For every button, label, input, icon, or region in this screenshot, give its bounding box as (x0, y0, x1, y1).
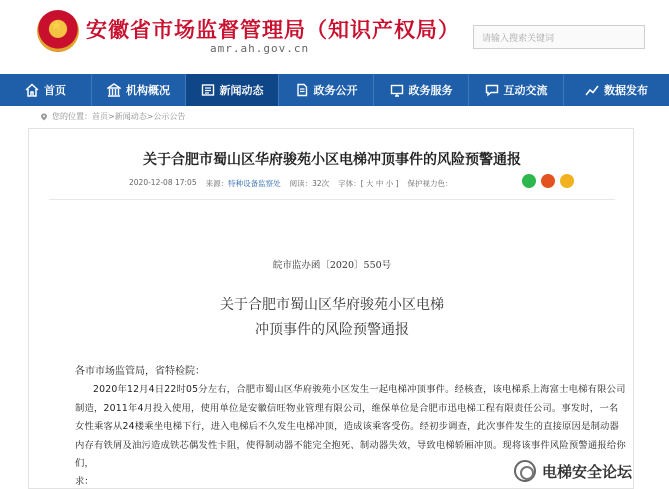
article-source (206, 178, 281, 189)
nav-item-news[interactable] (186, 74, 279, 106)
breadcrumb-announcements[interactable]: 公示公告 (153, 112, 186, 121)
article-date: 2020-12-08 17:05 (129, 178, 197, 187)
building-icon (107, 83, 121, 97)
nav-label: 互动交流 (503, 84, 548, 97)
favorite-star-icon[interactable] (560, 174, 574, 188)
body-paragraph-tail: 求： (75, 476, 94, 487)
font-size-control[interactable]: 字体：[ 大 中 小 ] (338, 179, 399, 188)
star-icon: ★ (50, 18, 63, 34)
national-emblem-logo (37, 10, 79, 52)
nav-item-interaction[interactable] (469, 74, 564, 106)
weibo-share-icon[interactable] (541, 174, 555, 188)
watermark-logo-icon (514, 460, 536, 482)
nav-item-organization[interactable] (92, 74, 186, 106)
breadcrumb-news[interactable]: 新闻动态 (114, 112, 147, 121)
source-link[interactable]: 特种设备监察处 (228, 179, 281, 188)
article-title: 关于合肥市蜀山区华府骏苑小区电梯冲顶事件的风险预警通报 (143, 152, 521, 168)
breadcrumb-separator: > (108, 112, 115, 121)
site-header (0, 0, 669, 74)
chat-icon (485, 83, 499, 97)
main-nav (0, 74, 669, 106)
nav-item-services[interactable] (374, 74, 469, 106)
nav-item-data[interactable] (564, 74, 669, 106)
nav-label: 首页 (44, 84, 66, 97)
site-title[interactable]: 安徽省市场监督管理局（知识产权局） (86, 18, 460, 42)
breadcrumb-home[interactable]: 首页 (92, 112, 108, 121)
nav-item-government-affairs[interactable] (279, 74, 374, 106)
article-meta (129, 178, 462, 189)
body-paragraph: 2020年12月4日22时05分左右，合肥市蜀山区华府骏苑小区发生一起电梯冲顶事件。经核查，该电梯系上海富士电梯有限公司制造，2011年4月投入使用，使用单位是安徽信旺物业管理有限公司，维保单位是合肥市迅电梯工程有限责任公司。事发时，一名女性乘客从24楼乘坐电梯下行，进入电梯后不久发生电梯冲顶，造成该乘客受伤。经初步调查，此次事件发生的直接原因是制动器内存有铁屑及油污造成铁芯偶发性卡阻，使得制动器不能完全抱死、制动器失效，导致电梯轿厢冲顶。现将该事件风险预警通报给你们， (75, 384, 626, 469)
vision-color-control[interactable]: 保护视力色： (407, 179, 453, 188)
salutation: 各市市场监管局，省特检院： (75, 366, 205, 377)
nav-label: 机构概况 (126, 84, 170, 97)
document-number: 皖市监办函〔2020〕550号 (272, 260, 392, 271)
nav-label: 新闻动态 (219, 84, 264, 97)
source-label: 来源： (205, 179, 229, 188)
breadcrumb-separator: > (146, 112, 154, 121)
watermark (514, 460, 632, 482)
nav-label: 政务服务 (408, 84, 453, 97)
home-icon (25, 83, 39, 97)
search-input[interactable] (474, 28, 644, 50)
document-icon (295, 83, 309, 97)
article-card (28, 128, 634, 489)
nav-label: 政务公开 (313, 84, 358, 97)
wechat-share-icon[interactable] (522, 174, 536, 188)
service-icon (390, 83, 404, 97)
news-icon (201, 83, 215, 97)
location-icon (40, 113, 48, 121)
watermark-text: 电梯安全论坛 (542, 462, 633, 481)
divider (49, 199, 615, 200)
chart-icon (585, 83, 599, 97)
breadcrumb-prefix: 您的位置： (52, 112, 92, 121)
document-title-line1: 关于合肥市蜀山区华府骏苑小区电梯 (220, 297, 444, 313)
site-url: amr.ah.gov.cn (210, 42, 310, 55)
share-buttons (517, 174, 574, 188)
article-views: 阅读：32次 (289, 179, 330, 188)
nav-label: 数据发布 (604, 84, 648, 97)
nav-item-home[interactable] (0, 74, 92, 106)
breadcrumb (40, 111, 185, 122)
search-box (473, 25, 645, 49)
document-title-line2: 冲顶事件的风险预警通报 (255, 322, 409, 338)
